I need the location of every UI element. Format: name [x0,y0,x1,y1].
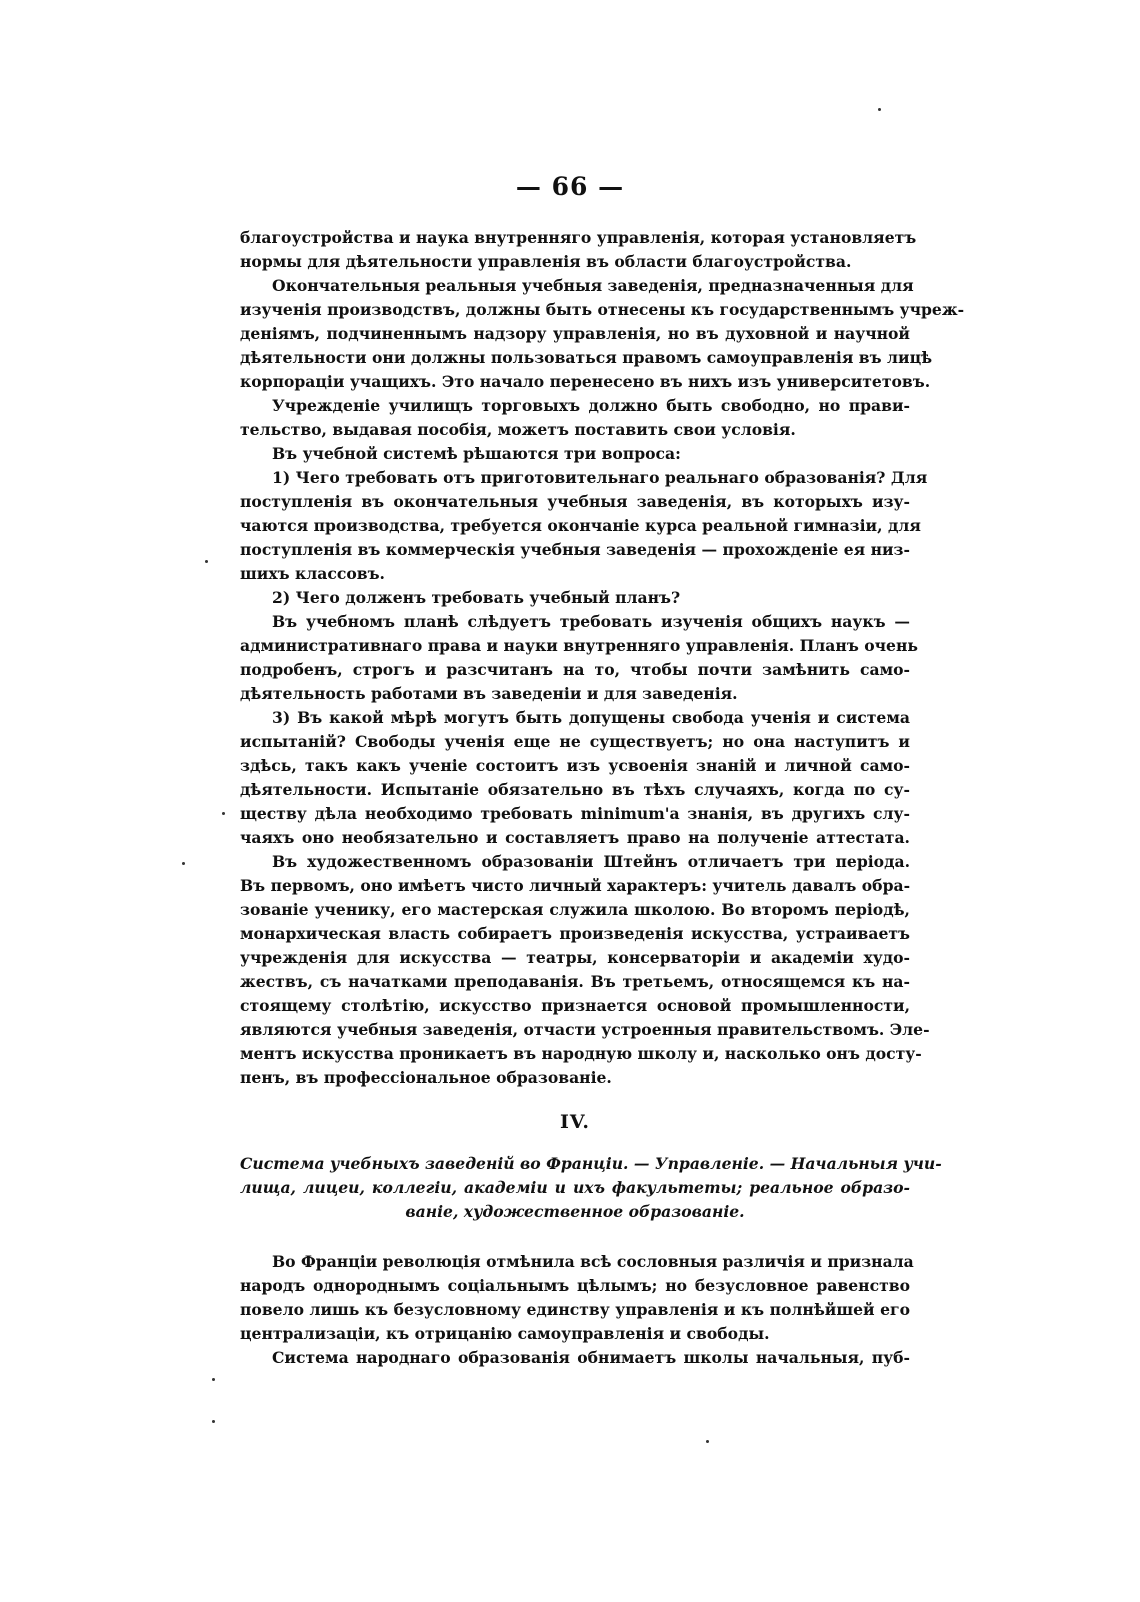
text-line: Въ учебной системѣ рѣшаются три вопроса: [272,444,681,463]
text-line: Въ первомъ, оно имѣетъ чисто личный характеръ: учитель давалъ обра- [240,876,911,895]
text-line: стоящему столѣтію, искусство признается основой промышленности, [240,996,910,1015]
text-line: нормы для дѣятельности управленія въ области благоустройства. [240,252,852,271]
text-line: здѣсь, такъ какъ ученіе состоитъ изъ усвоенія знаній и личной само- [240,756,910,775]
scan-speck [706,1440,709,1443]
text-line: дѣятельности. Испытаніе обязательно въ тѣхъ случаяхъ, когда по су- [240,780,910,799]
body-text [240,226,965,1370]
summary-line: лища, лицеи, коллегіи, академіи и ихъ факультеты; реальное образо- [240,1178,910,1197]
text-line: тельство, выдавая пособія, можетъ поставить свои условія. [240,420,796,439]
text-line: деніямъ, подчиненнымъ надзору управленія, но въ духовной и научной [240,324,910,343]
text-line: являются учебныя заведенія, отчасти устроенныя правительствомъ. Эле- [240,1020,930,1039]
text-line: учрежденія для искусства — театры, консерваторіи и академіи худо- [240,948,910,967]
summary-line: ваніе, художественное образованіе. [405,1202,745,1221]
text-line: подробенъ, строгъ и разсчитанъ на то, чтобы почти замѣнить само- [240,660,910,679]
scan-speck [182,862,185,865]
text-line: Въ художественномъ образованіи Штейнъ отличаетъ три періода. [272,852,910,871]
text-line: 3) Въ какой мѣрѣ могутъ быть допущены свобода ученія и система [272,708,910,727]
section-iv-text [240,1250,914,1370]
text-line: народъ однороднымъ соціальнымъ цѣлымъ; но безусловное равенство [240,1276,910,1295]
text-line: шихъ классовъ. [240,564,385,583]
text-line: поступленія въ коммерческія учебныя заведенія — прохожденіе ея низ- [240,540,910,559]
text-line: испытаній? Свободы ученія еще не существуетъ; но она наступитъ и [240,732,910,751]
scan-speck [212,1378,215,1381]
section-summary [240,1152,942,1224]
text-line: благоустройства и наука внутренняго управленія, которая установляетъ [240,228,917,247]
text-line: Во Франціи революція отмѣнила всѣ сословныя различія и признала [272,1252,914,1271]
text-line: чаются производства, требуется окончаніе курса реальной гимназіи, для [240,516,921,535]
text-line: Учрежденіе училищъ торговыхъ должно быть свободно, но прави- [272,396,910,415]
text-line: пенъ, въ профессіональное образованіе. [240,1068,612,1087]
scan-speck [878,108,881,111]
section-iii-text [240,226,965,1090]
text-line: чаяхъ оно необязательно и составляетъ право на полученіе аттестата. [240,828,910,847]
text-line: ментъ искусства проникаетъ въ народную школу и, насколько онъ досту- [240,1044,922,1063]
text-line: 2) Чего долженъ требовать учебный планъ? [272,588,681,607]
text-line: повело лишь къ безусловному единству управленія и къ полнѣйшей его [240,1300,910,1319]
text-line: дѣятельность работами въ заведеніи и для заведенія. [240,684,738,703]
scan-speck [212,1420,215,1423]
page-number: — 66 — [515,172,625,201]
text-line: Система народнаго образованія обнимаетъ школы начальныя, пуб- [272,1348,910,1367]
text-line: 1) Чего требовать отъ приготовительнаго реальнаго образованія? Для [272,468,928,487]
text-line: жествъ, съ начатками преподаванія. Въ третьемъ, относящемся къ на- [240,972,910,991]
text-line: ществу дѣла необходимо требовать minimum'а знанія, въ другихъ слу- [240,804,910,823]
text-line: корпораціи учащихъ. Это начало перенесено въ нихъ изъ университетовъ. [240,372,931,391]
text-line: монархическая власть собираетъ произведенія искусства, устраиваетъ [240,924,910,943]
summary-line: Система учебныхъ заведеній во Франціи. — Управленіе. — Начальныя учи- [240,1154,942,1173]
text-line: централизаціи, къ отрицанію самоуправленія и свободы. [240,1324,770,1343]
text-line: поступленія въ окончательныя учебныя заведенія, въ которыхъ изу- [240,492,910,511]
text-line: зованіе ученику, его мастерская служила школою. Во второмъ періодѣ, [240,900,910,919]
text-line: изученія производствъ, должны быть отнесены къ государственнымъ учреж- [240,300,965,319]
text-line: Окончательныя реальныя учебныя заведенія, предназначенныя для [272,276,914,295]
scan-speck [205,560,208,563]
text-line: административнаго права и науки внутренняго управленія. Планъ очень [240,636,918,655]
text-line: дѣятельности они должны пользоваться правомъ самоуправленія въ лицѣ [240,348,933,367]
section-heading: IV. [560,1111,590,1133]
scan-speck [222,812,225,815]
text-line: Въ учебномъ планѣ слѣдуетъ требовать изученія общихъ наукъ — [272,612,910,631]
